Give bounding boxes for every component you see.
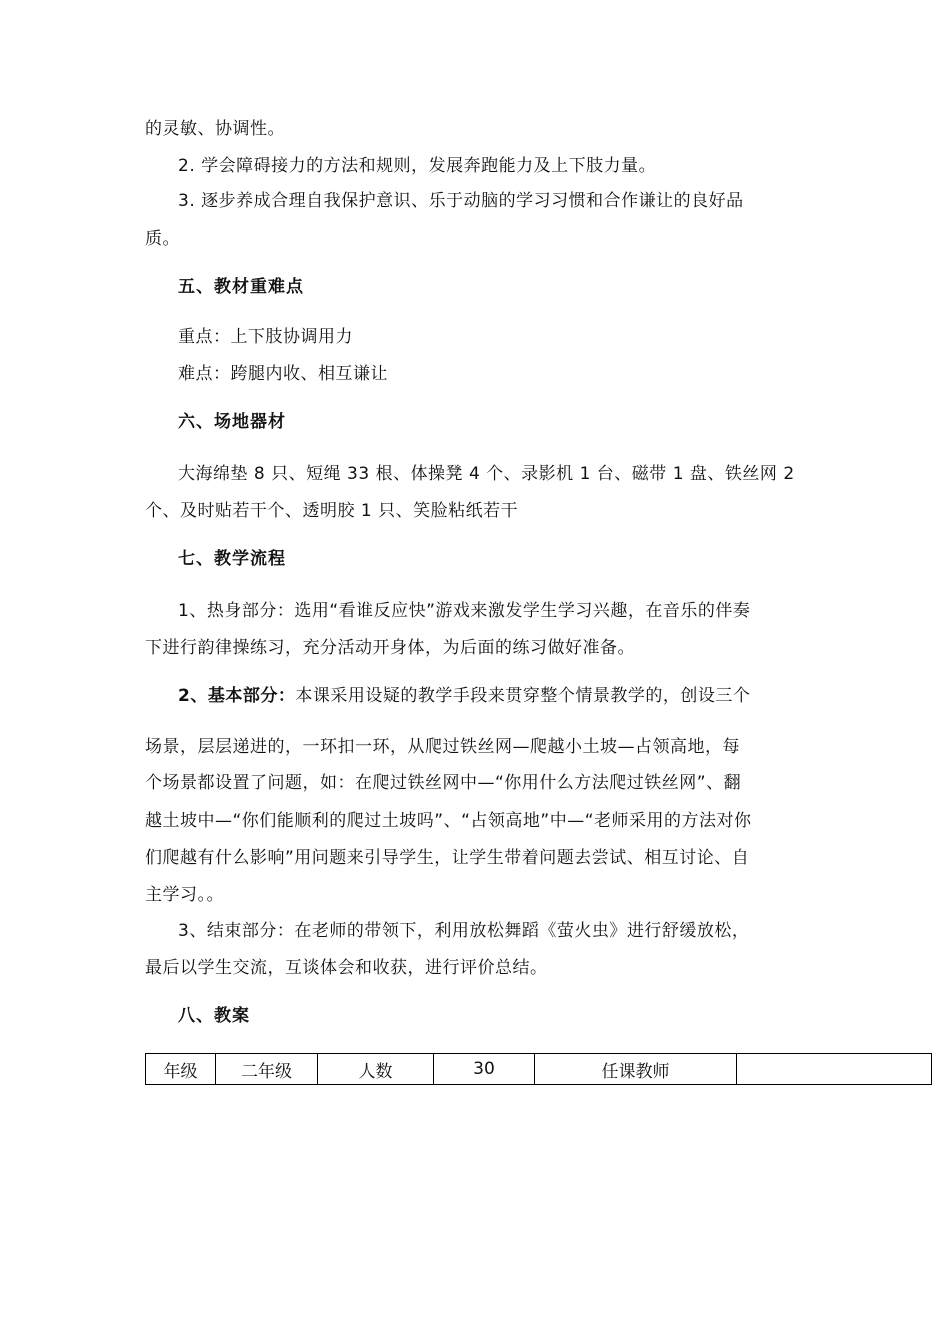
basic-part-line-1 — [178, 685, 750, 707]
basic-part-line-2: 场景，层层递进的，一环扣一环，从爬过铁丝网—爬越小土坡—占领高地，每 — [145, 737, 740, 757]
basic-part-line-5: 们爬越有什么影响”用问题来引导学生，让学生带着问题去尝试、相互讨论、自 — [145, 848, 750, 868]
basic-part-label: 2、基本部分： — [178, 686, 296, 706]
basic-part-line-6: 主学习。。 — [145, 885, 224, 905]
grade-label-cell: 年级 — [146, 1054, 216, 1085]
teacher-value-cell — [737, 1054, 932, 1085]
grade-value-cell: 二年级 — [216, 1054, 318, 1085]
student-count-value-cell: 30 — [434, 1054, 535, 1085]
warmup-line-1: 1、热身部分：选用“看谁反应快”游戏来激发学生学习兴趣，在音乐的伴奏 — [178, 601, 751, 621]
goal-item-3-line1: 3. 逐步养成合理自我保护意识、乐于动脑的学习习惯和合作谦让的良好品 — [178, 191, 744, 211]
basic-part-line-1-text: 本课采用设疑的教学手段来贯穿整个情景教学的，创设三个 — [295, 686, 751, 706]
intro-tail-text: 的灵敏、协调性。 — [145, 119, 285, 139]
lesson-plan-table — [145, 1053, 932, 1085]
teacher-label-cell: 任课教师 — [535, 1054, 737, 1085]
section-7-heading: 七、教学流程 — [178, 549, 286, 569]
ending-line-1: 3、结束部分：在老师的带领下，利用放松舞蹈《萤火虫》进行舒缓放松， — [178, 921, 750, 941]
student-count-label-cell: 人数 — [318, 1054, 434, 1085]
goal-item-3-line2: 质。 — [145, 229, 180, 249]
basic-part-line-4: 越土坡中—“你们能顺利的爬过土坡吗”、“占领高地”中—“老师采用的方法对你 — [145, 811, 752, 831]
section-6-heading: 六、场地器材 — [178, 412, 286, 432]
section-5-heading: 五、教材重难点 — [178, 277, 304, 297]
section-8-heading: 八、教案 — [178, 1006, 250, 1026]
key-point-text: 重点：上下肢协调用力 — [178, 327, 353, 347]
equipment-line-1: 大海绵垫 8 只、短绳 33 根、体操凳 4 个、录影机 1 台、磁带 1 盘、铁丝网 2 — [178, 464, 795, 484]
goal-item-2: 2. 学会障碍接力的方法和规则，发展奔跑能力及上下肢力量。 — [178, 156, 657, 176]
warmup-line-2: 下进行韵律操练习，充分活动开身体，为后面的练习做好准备。 — [145, 638, 635, 658]
equipment-line-2: 个、及时贴若干个、透明胶 1 只、笑脸粘纸若干 — [145, 501, 519, 521]
basic-part-line-3: 个场景都设置了问题，如：在爬过铁丝网中—“你用什么方法爬过铁丝网”、翻 — [145, 773, 742, 793]
ending-line-2: 最后以学生交流，互谈体会和收获，进行评价总结。 — [145, 958, 548, 978]
difficulty-text: 难点：跨腿内收、相互谦让 — [178, 364, 388, 384]
table-row — [146, 1054, 932, 1085]
